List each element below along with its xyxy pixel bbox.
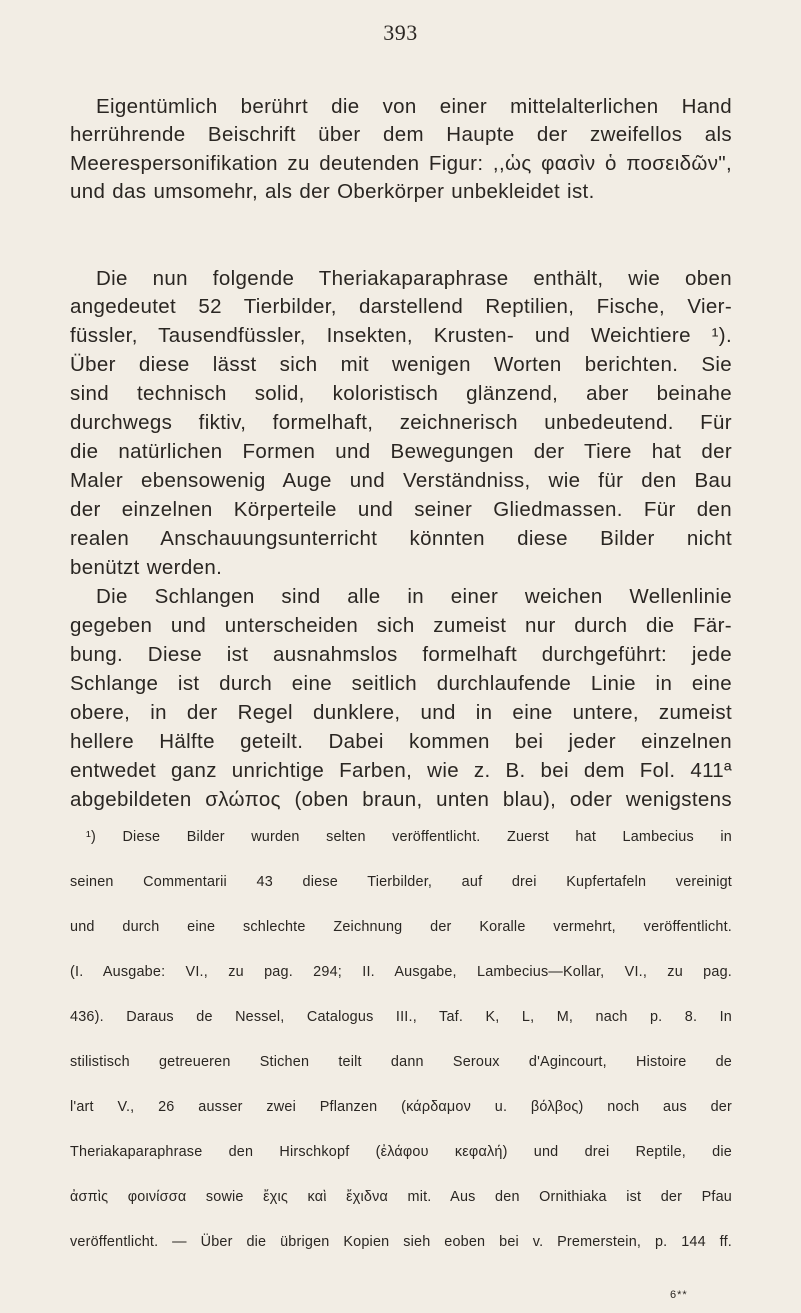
text-line: Schlange ist durch eine seitlich durchlaufende Linie in eine — [70, 672, 732, 695]
text-line: hellere Hälfte geteilt. Dabei kommen bei jeder einzelnen — [70, 730, 732, 753]
text-line: Die Schlangen sind alle in einer weichen Wellenlinie — [96, 585, 732, 608]
text-line: Die nun folgende Theriakaparaphrase enthält, wie oben — [96, 267, 732, 290]
signature-mark: 6** — [670, 1289, 688, 1301]
footnote-line: stilistisch getreueren Stichen teilt dann Seroux d'Agincourt, Histoire de — [70, 1054, 732, 1070]
text-line: die natürlichen Formen und Bewegungen der Tiere hat der — [70, 440, 732, 463]
footnote-line: ἀσπὶς φοινίσσα sowie ἔχις καὶ ἔχιδνα mit. Aus den Ornithiaka ist der Pfau — [70, 1189, 732, 1205]
text-line: Meerespersonifikation zu deutenden Figur: ,,ὡς φασὶν ὁ ποσειδῶν", — [70, 152, 732, 175]
text-line: realen Anschauungsunterricht könnten diese Bilder nicht — [70, 527, 732, 550]
footnote-line: ¹) Diese Bilder wurden selten veröffentlicht. Zuerst hat Lambecius in — [86, 829, 732, 845]
footnote-line: 436). Daraus de Nessel, Catalogus III., Taf. K, L, M, nach p. 8. In — [70, 1009, 732, 1025]
text-line: herrührende Beischrift über dem Haupte der zweifellos als — [70, 123, 732, 146]
text-line: angedeutet 52 Tierbilder, darstellend Reptilien, Fische, Vier- — [70, 295, 732, 318]
text-line: abgebildeten σλώπος (oben braun, unten blau), oder wenigstens — [70, 788, 732, 811]
text-line: obere, in der Regel dunklere, und in eine untere, zumeist — [70, 701, 732, 724]
footnote-line: veröffentlicht. — Über die übrigen Kopien sieh eoben bei v. Premerstein, p. 144 ff. — [70, 1234, 732, 1250]
text-line: füssler, Tausendfüssler, Insekten, Krusten- und Weichtiere ¹). — [70, 324, 732, 347]
text-line: Eigentümlich berührt die von einer mittelalterlichen Hand — [96, 95, 732, 118]
footnote-line: l'art V., 26 ausser zwei Pflanzen (κάρδαμον u. βόλβος) noch aus der — [70, 1099, 732, 1115]
page-number: 393 — [383, 20, 418, 45]
text-line: entwedet ganz unrichtige Farben, wie z. B. bei dem Fol. 411ª — [70, 759, 732, 782]
text-line: Über diese lässt sich mit wenigen Worten berichten. Sie — [70, 353, 732, 376]
text-line: gegeben und unterscheiden sich zumeist nur durch die Fär- — [70, 614, 732, 637]
text-line: und das umsomehr, als der Oberkörper unbekleidet ist. — [70, 180, 595, 203]
footnote-line: und durch eine schlechte Zeichnung der Koralle vermehrt, veröffentlicht. — [70, 919, 732, 935]
footnote-line: (I. Ausgabe: VI., zu pag. 294; II. Ausgabe, Lambecius—Kollar, VI., zu pag. — [70, 964, 732, 980]
text-line: durchwegs fiktiv, formelhaft, zeichnerisch unbedeutend. Für — [70, 411, 732, 434]
text-line: sind technisch solid, koloristisch glänzend, aber beinahe — [70, 382, 732, 405]
text-line: bung. Diese ist ausnahmslos formelhaft durchgeführt: jede — [70, 643, 732, 666]
footnote-line: seinen Commentarii 43 diese Tierbilder, auf drei Kupfertafeln vereinigt — [70, 874, 732, 890]
text-line: benützt werden. — [70, 556, 223, 579]
footnote-line: Theriakaparaphrase den Hirschkopf (ἐλάφου κεφαλή) und drei Reptile, die — [70, 1144, 732, 1160]
text-line: Maler ebensowenig Auge und Verständniss, wie für den Bau — [70, 469, 732, 492]
text-line: der einzelnen Körperteile und seiner Gliedmassen. Für den — [70, 498, 732, 521]
